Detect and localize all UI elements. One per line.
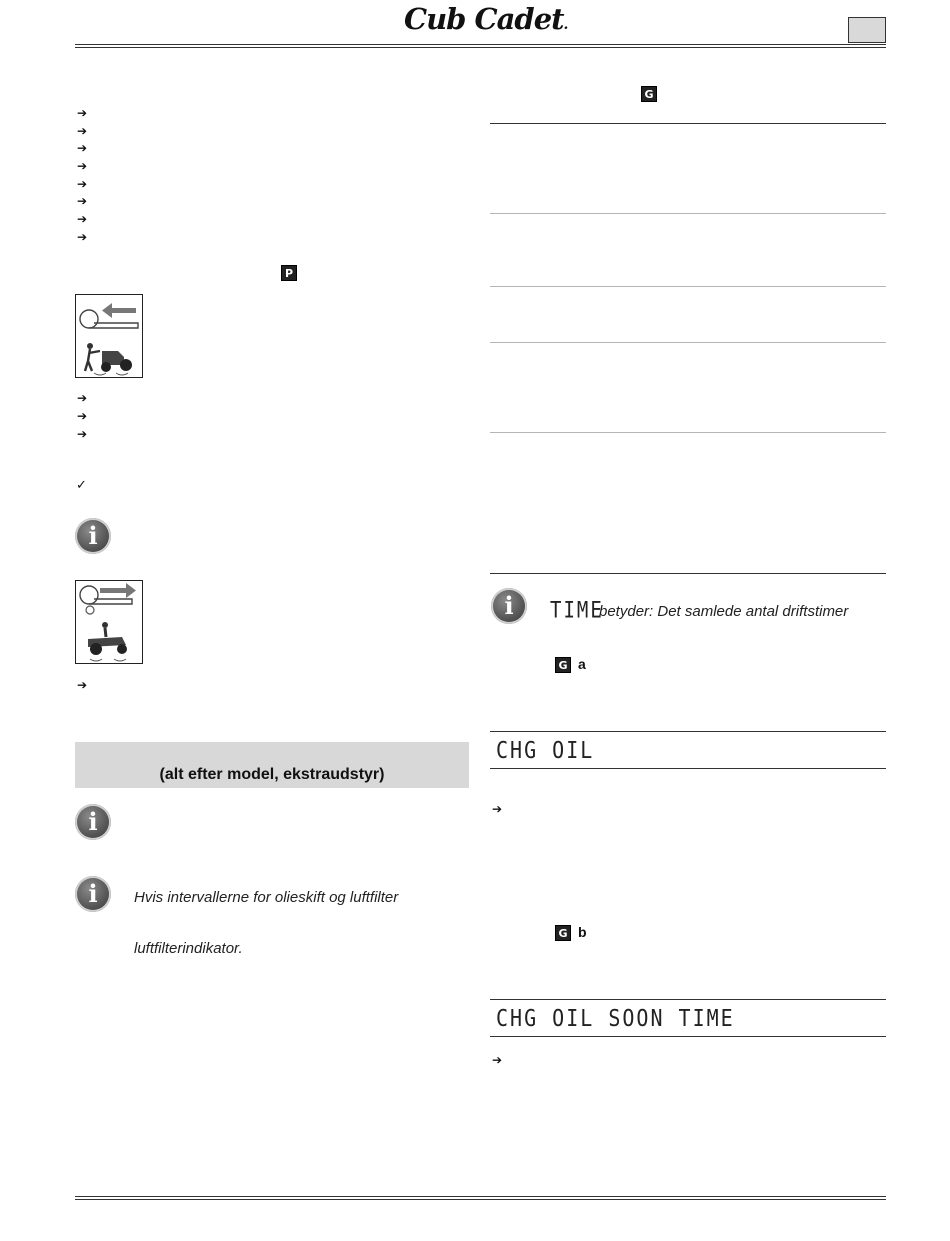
arrow-bullet: ➔ [77,159,88,173]
footer-rule [75,1196,886,1197]
table-rule [490,432,886,433]
arrow-bullet: ➔ [77,212,88,226]
info-icon: i [491,588,527,624]
header-rule-2 [75,47,886,48]
info-icon: i [75,518,111,554]
lcd-time-label: TIME [550,598,604,624]
info-icon: i [75,876,111,912]
arrow-bullet: ➔ [77,678,88,692]
lcd-rule-bottom [490,1036,886,1037]
lcd-chg-oil-soon-time: CHG OIL SOON TIME [496,1004,735,1032]
brand-logo: Cub Cadet. [404,2,568,36]
arrow-bullet: ➔ [492,802,503,816]
table-rule [490,213,886,214]
arrow-bullet: ➔ [77,106,88,120]
section-title: (alt efter model, ekstraudstyr) [159,766,385,783]
arrow-bullet: ➔ [77,141,88,155]
arrow-bullet: ➔ [492,1053,503,1067]
arrow-bullet: ➔ [77,124,88,138]
badge-g: G [641,86,657,102]
check-icon: ✓ [76,478,87,493]
footer-rule-2 [75,1199,886,1200]
lcd-chg-oil: CHG OIL [496,736,595,764]
note-text-line-2: luftfilterindikator. [134,940,243,957]
note-text-line-1: Hvis intervallerne for olieskift og luftfilter [134,889,399,906]
time-description: betyder: Det samlede antal driftstimer [599,603,849,620]
table-rule [490,123,886,124]
table-rule [490,286,886,287]
arrow-bullet: ➔ [77,427,88,441]
page-number-box [848,17,886,43]
badge-g: G [555,925,571,941]
arrow-bullet: ➔ [77,391,88,405]
lcd-rule-top [490,999,886,1000]
section-rule [490,573,886,574]
table-rule [490,342,886,343]
header-rule [75,44,886,45]
arrow-bullet: ➔ [77,409,88,423]
badge-suffix: b [578,924,587,940]
arrow-bullet: ➔ [77,230,88,244]
lever-push-forward-icon [75,580,143,664]
arrow-bullet: ➔ [77,177,88,191]
badge-p: P [281,265,297,281]
badge-suffix: a [578,656,586,672]
info-icon: i [75,804,111,840]
arrow-bullet: ➔ [77,194,88,208]
badge-g: G [555,657,571,673]
section-header [75,742,469,788]
lever-push-back-icon [75,294,143,378]
lcd-rule-bottom [490,768,886,769]
lcd-rule-top [490,731,886,732]
